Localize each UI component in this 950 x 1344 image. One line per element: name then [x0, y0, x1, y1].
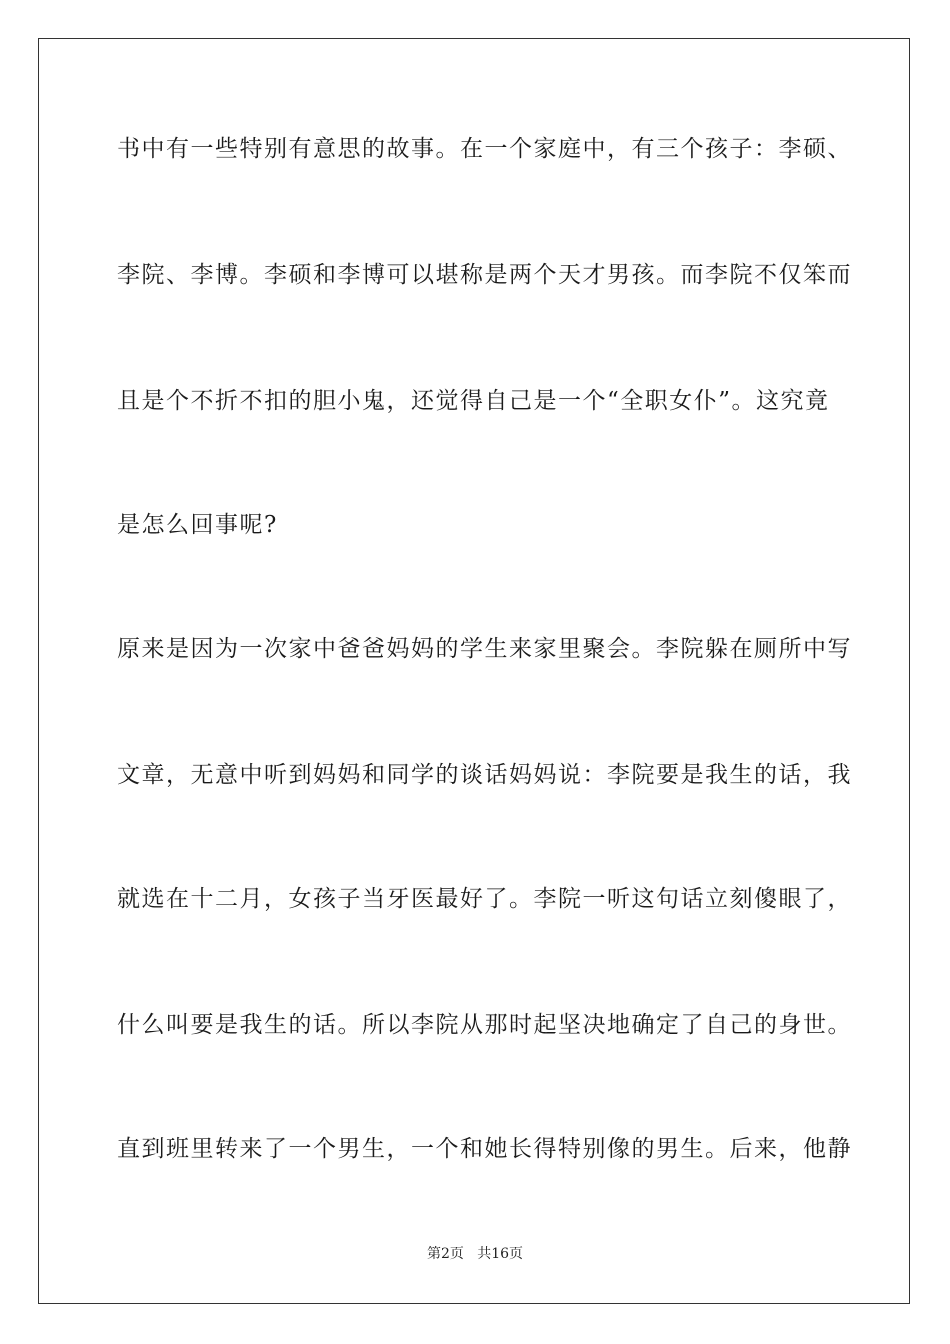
paragraph-line: 原来是因为一次家中爸爸妈妈的学生来家里聚会。李院躲在厕所中写: [117, 636, 852, 662]
page-number-footer: 第2页 共16页: [426, 1246, 524, 1262]
paragraph-line: 书中有一些特别有意思的故事。在一个家庭中，有三个孩子：李硕、: [117, 136, 852, 162]
paragraph-line: 且是个不折不扣的胆小鬼，还觉得自己是一个“全职女仆”。这究竟: [117, 388, 830, 414]
paragraph-line: 李院、李博。李硕和李博可以堪称是两个天才男孩。而李院不仅笨而: [117, 262, 852, 288]
page-border: [38, 38, 910, 1304]
paragraph-line: 文章，无意中听到妈妈和同学的谈话妈妈说：李院要是我生的话，我: [117, 762, 852, 788]
paragraph-line: 是怎么回事呢?: [117, 512, 278, 538]
paragraph-line: 什么叫要是我生的话。所以李院从那时起坚决地确定了自己的身世。: [117, 1012, 852, 1038]
paragraph-line: 直到班里转来了一个男生，一个和她长得特别像的男生。后来，他静: [117, 1136, 852, 1162]
paragraph-line: 就选在十二月，女孩子当牙医最好了。李院一听这句话立刻傻眼了，: [117, 886, 852, 912]
